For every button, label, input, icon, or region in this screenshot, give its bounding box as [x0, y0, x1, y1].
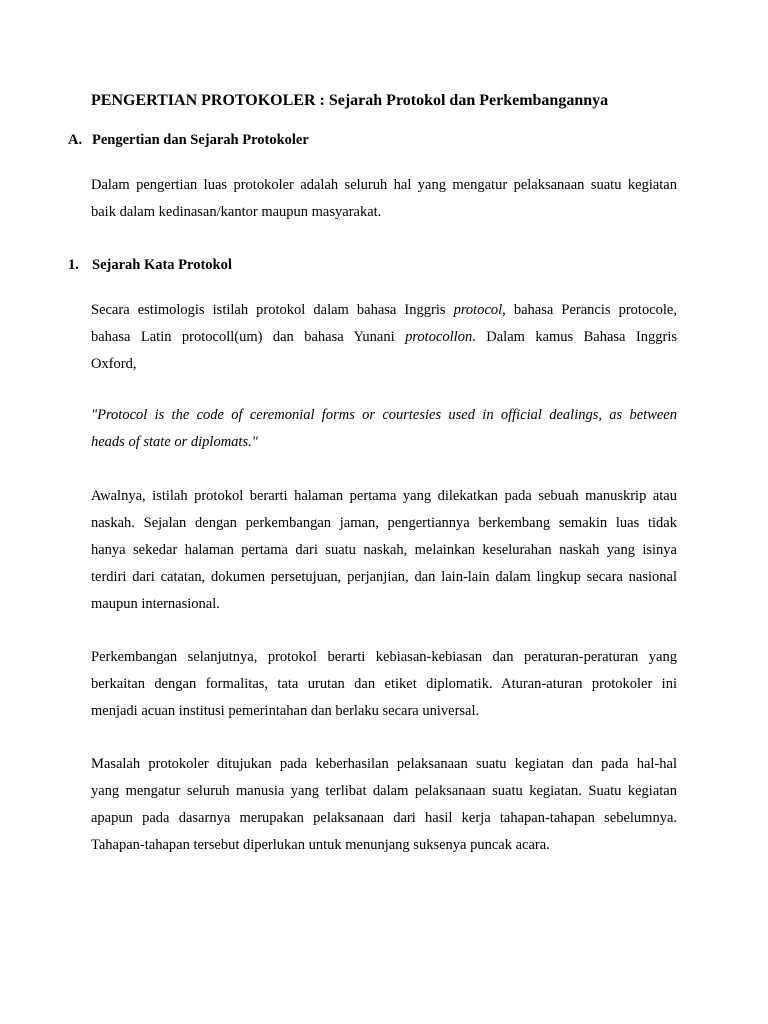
paragraph-definition — [91, 172, 677, 226]
paragraph-line — [91, 297, 677, 324]
document-title: PENGERTIAN PROTOKOLER : Sejarah Protokol dan Perkembangannya — [91, 92, 609, 109]
paragraph-line: maupun internasional. — [91, 596, 220, 612]
text-run: bahasa Latin protocoll(um) dan bahasa Yunani — [91, 329, 406, 345]
paragraph-line: baik dalam kedinasan/kantor maupun masyarakat. — [91, 204, 382, 220]
quote-line: heads of state or diplomats." — [91, 434, 258, 450]
paragraph-line: menjadi acuan institusi pemerintahan dan berlaku secara universal. — [91, 703, 480, 719]
paragraph-line: Dalam pengertian luas protokoler adalah seluruh hal yang mengatur pelaksanaan suatu kegiatan — [91, 177, 677, 193]
section-1-marker: 1. — [68, 257, 79, 273]
paragraph-development — [91, 644, 677, 725]
text-run: Secara estimologis istilah protokol dalam bahasa Inggris — [91, 302, 454, 318]
paragraph-line: Tahapan-tahapan tersebut diperlukan untuk menunjang suksenya puncak acara. — [91, 837, 550, 853]
section-a-marker: A. — [68, 132, 83, 148]
section-a-title: Pengertian dan Sejarah Protokoler — [92, 132, 309, 148]
paragraph-line: apapun pada dasarnya merupakan pelaksanaan dari hasil kerja tahapan-tahapan sebelumnya. — [91, 810, 677, 826]
text-run: . Dalam kamus Bahasa Inggris — [472, 329, 678, 345]
italic-term: protocollon — [405, 329, 473, 345]
paragraph-line: terdiri dari catatan, dokumen persetujuan, perjanjian, dan lain-lain dalam lingkup secara nasional — [91, 569, 677, 585]
paragraph-line: Awalnya, istilah protokol berarti halaman pertama yang dilekatkan pada sebuah manuskrip atau — [91, 488, 677, 504]
section-1-heading — [68, 257, 232, 274]
paragraph-line — [91, 324, 677, 351]
section-a-heading — [68, 132, 309, 149]
paragraph-line: berkaitan dengan formalitas, tata urutan dan etiket diplomatik. Aturan-aturan protokoler ini — [91, 676, 677, 692]
italic-term: protocol — [453, 302, 503, 318]
paragraph-etymology — [91, 297, 677, 378]
paragraph-line: hanya sekedar halaman pertama dari suatu naskah, melainkan keselurahan naskah yang isinya — [91, 542, 677, 558]
text-run: , bahasa Perancis protocole, — [502, 302, 677, 318]
section-1-title: Sejarah Kata Protokol — [92, 257, 232, 273]
paragraph-line: Oxford, — [91, 356, 137, 372]
paragraph-problem — [91, 751, 677, 859]
paragraph-origin — [91, 483, 677, 618]
oxford-quote — [91, 402, 677, 456]
quote-line: "Protocol is the code of ceremonial forms or courtesies used in official dealings, as between — [91, 407, 677, 423]
paragraph-line: Masalah protokoler ditujukan pada keberhasilan pelaksanaan suatu kegiatan dan pada hal-hal — [91, 756, 677, 772]
paragraph-line: yang mengatur seluruh manusia yang terlibat dalam pelaksanaan suatu kegiatan. Suatu kegiatan — [91, 783, 677, 799]
paragraph-line: naskah. Sejalan dengan perkembangan jaman, pengertiannya berkembang semakin luas tidak — [91, 515, 677, 531]
paragraph-line: Perkembangan selanjutnya, protokol berarti kebiasan-kebiasan dan peraturan-peraturan yang — [91, 649, 677, 665]
